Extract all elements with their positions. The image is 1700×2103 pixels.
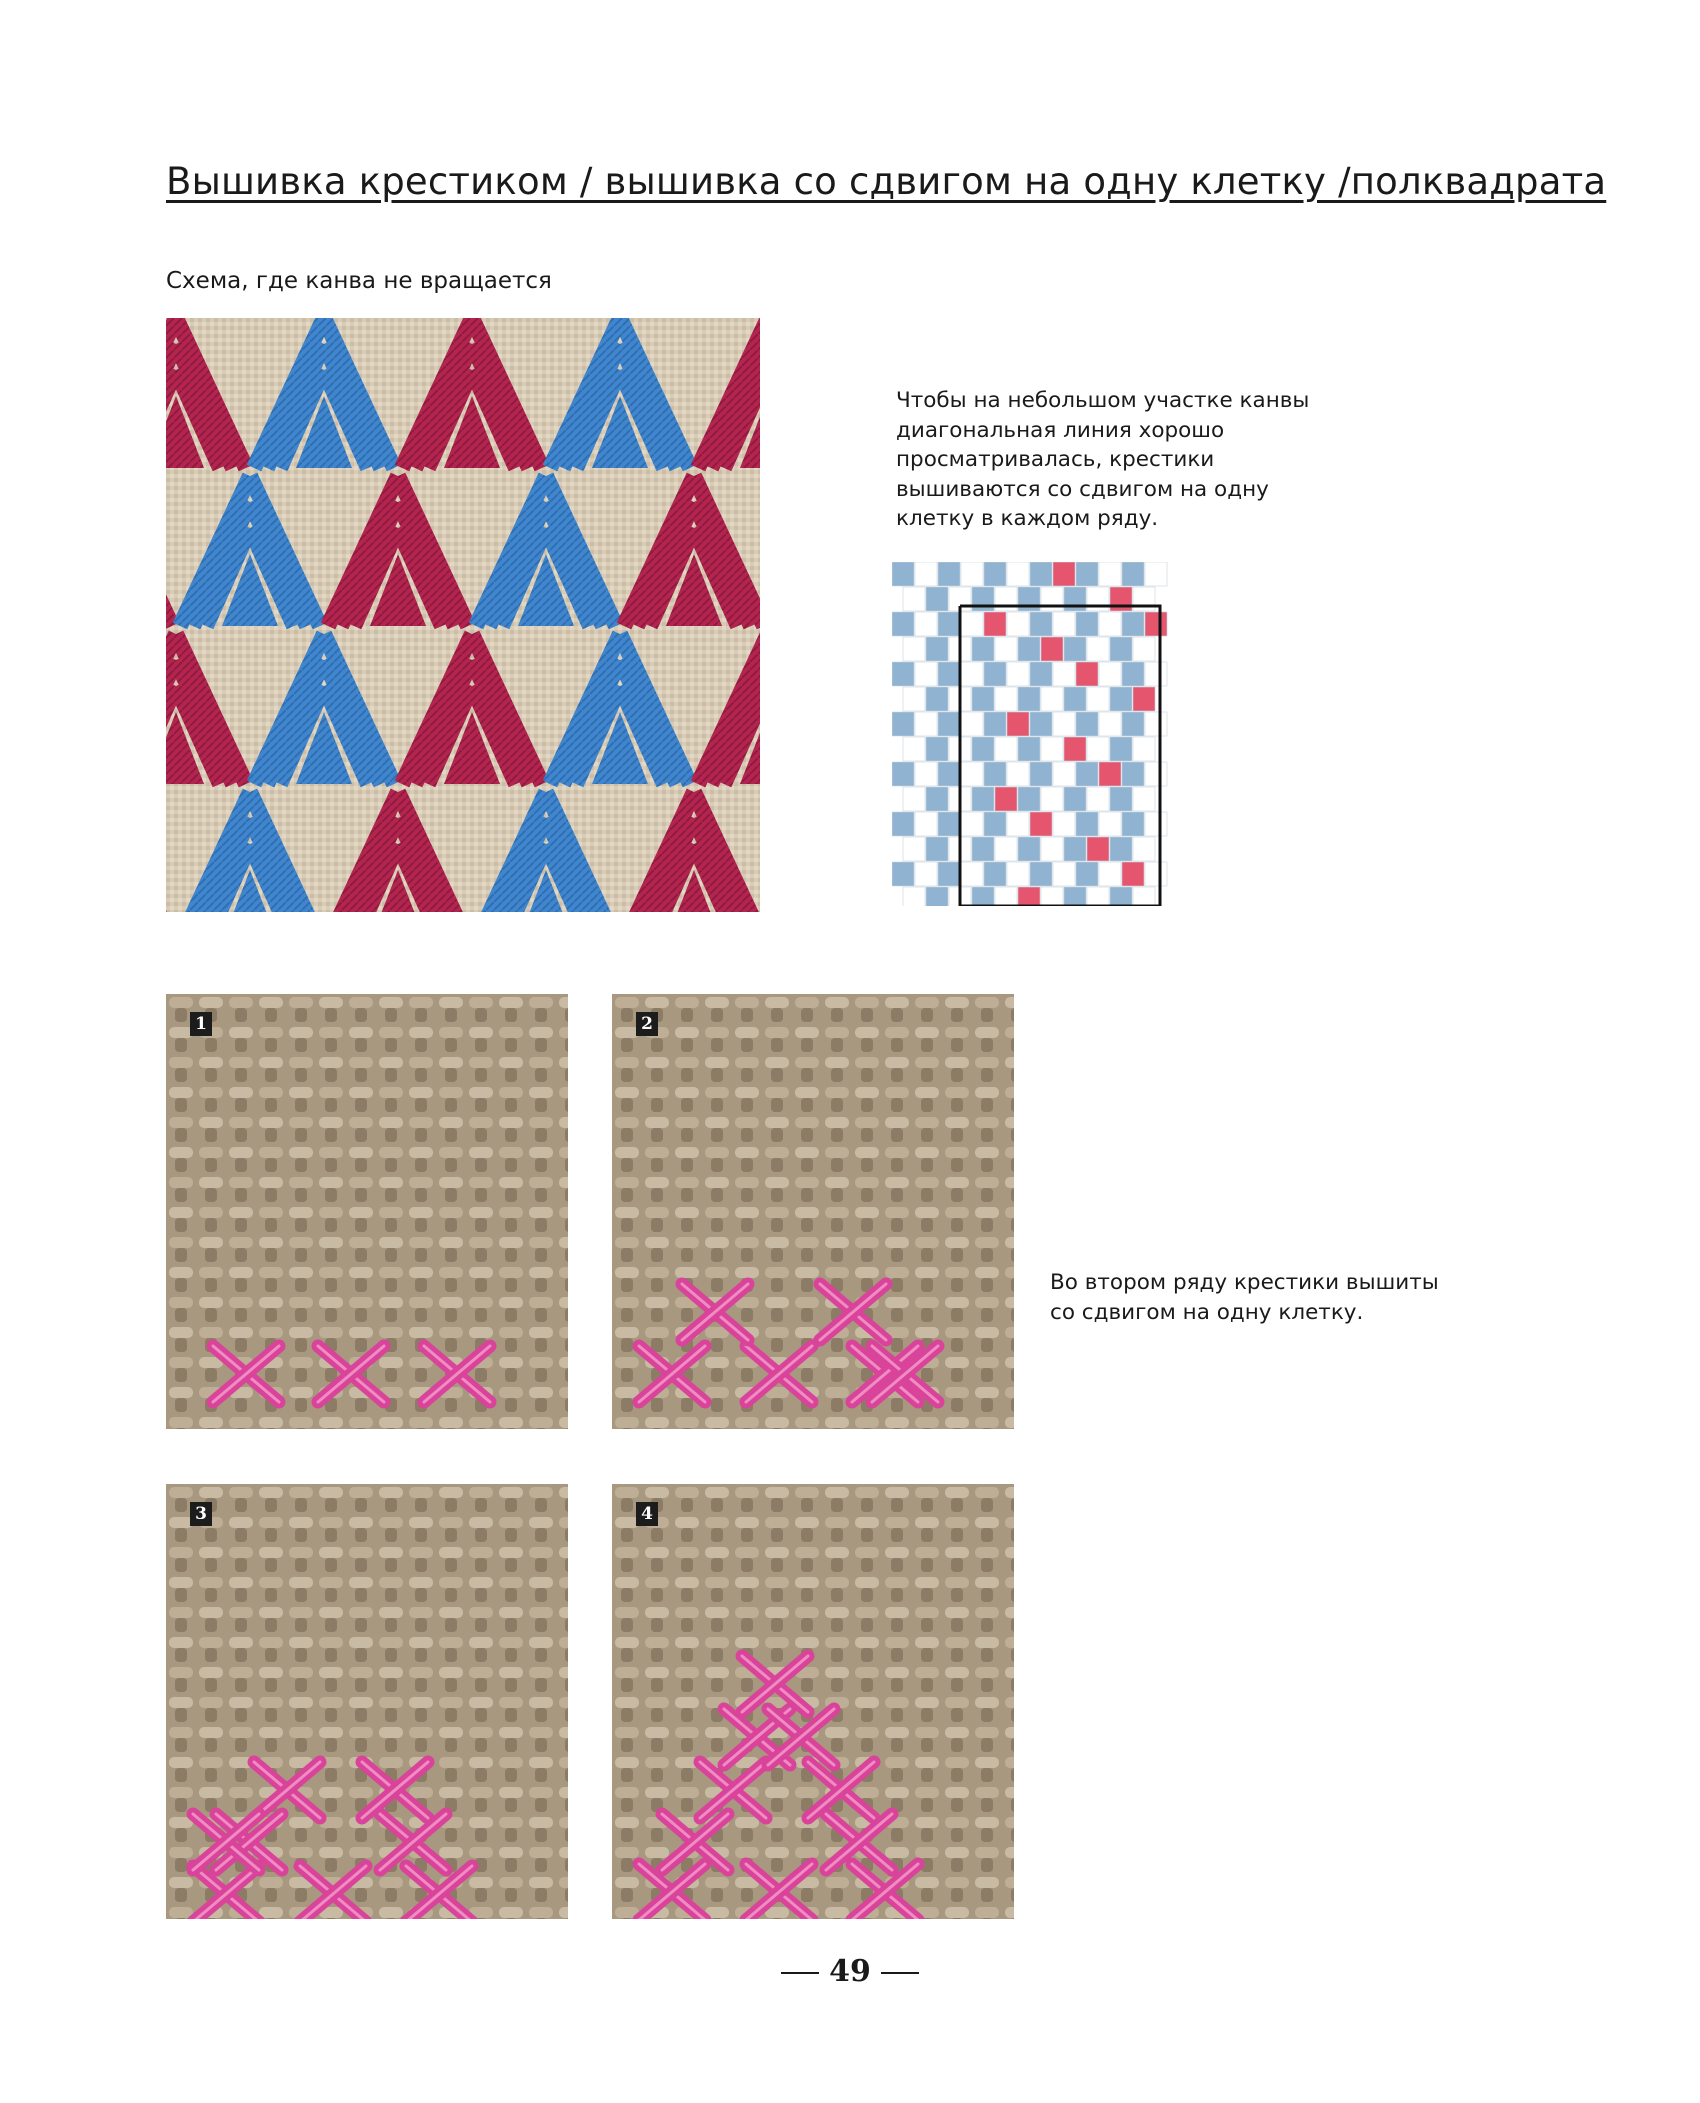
step-number-badge: 4 <box>636 1502 658 1526</box>
step-number-badge: 2 <box>636 1012 658 1036</box>
burlap-canvas <box>612 1484 1014 1919</box>
page-number <box>0 1954 1700 1989</box>
step-photo-4 <box>612 1484 1014 1919</box>
dash-left <box>781 1972 819 1974</box>
step-photo-3 <box>166 1484 568 1919</box>
page-title: Вышивка крестиком / вышивка со сдвигом на одну клетку /полквадрата <box>166 160 1607 203</box>
burlap-canvas <box>612 994 1014 1429</box>
step-photo-2 <box>612 994 1014 1429</box>
second-row-explanation: Во втором ряду крестики вышиты со сдвигом на одну клетку. <box>1050 1270 1439 1325</box>
page-number-value: 49 <box>829 1954 871 1989</box>
step-number-badge: 1 <box>190 1012 212 1036</box>
burlap-canvas <box>166 994 568 1429</box>
burlap-canvas <box>166 1484 568 1919</box>
step-number-badge: 3 <box>190 1502 212 1526</box>
stitch-chart <box>892 562 1169 906</box>
embroidery-sample-photo <box>166 318 760 912</box>
step-photo-1 <box>166 994 568 1429</box>
diagonal-explanation: Чтобы на небольшом участке канвы диагональная линия хорошо просматривалась, крестики вышиваются со сдвигом на одну клетку в каждом ряду. <box>896 388 1310 531</box>
pattern-caption: Схема, где канва не вращается <box>166 268 552 294</box>
dash-right <box>881 1972 919 1974</box>
